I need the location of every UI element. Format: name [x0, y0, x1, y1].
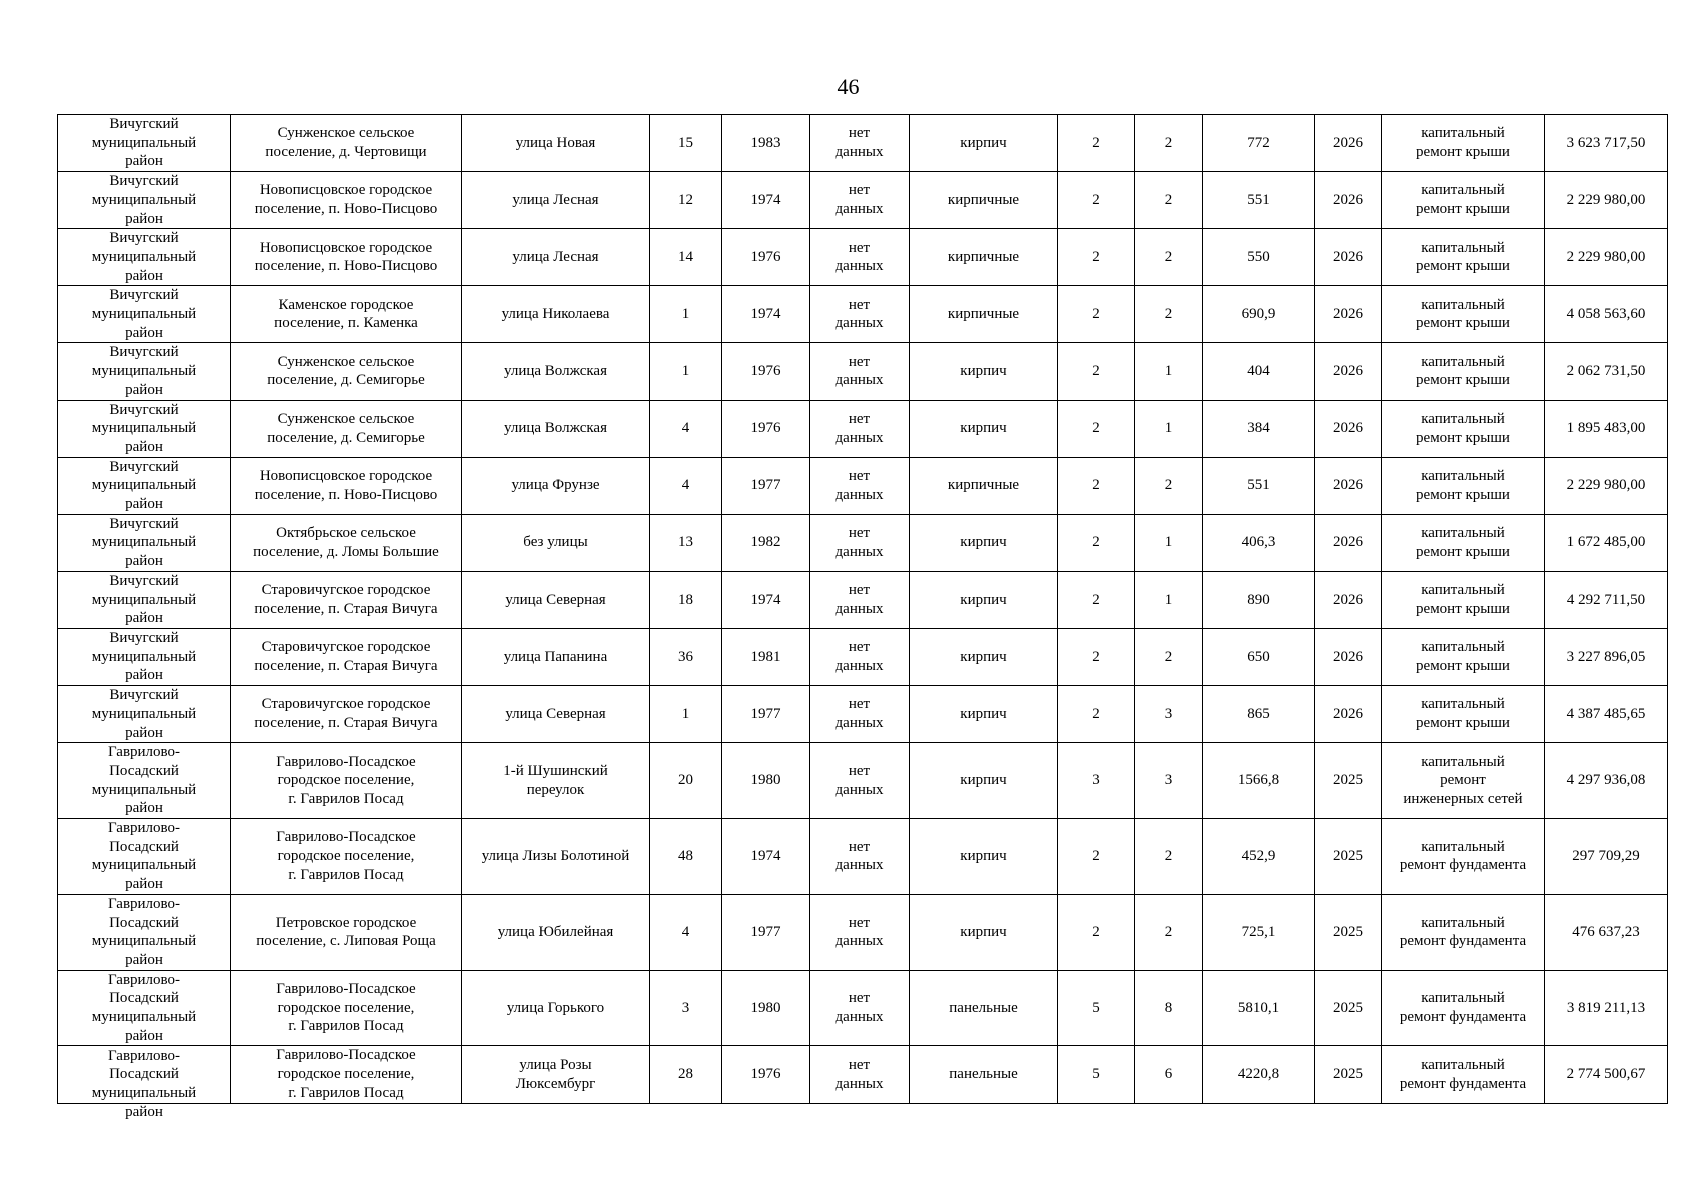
district-cell: Вичугский муниципальный район	[58, 115, 231, 172]
plan-year-cell: 2026	[1315, 514, 1382, 571]
status-cell: нет данных	[810, 686, 910, 743]
area-cell: 1566,8	[1203, 743, 1315, 819]
plan-year-cell: 2026	[1315, 286, 1382, 343]
entrances-cell: 2	[1135, 628, 1203, 685]
work-type-cell: капитальный ремонт крыши	[1382, 571, 1545, 628]
status-cell: нет данных	[810, 400, 910, 457]
floors-cell: 2	[1058, 514, 1135, 571]
house-number-cell: 3	[650, 970, 722, 1046]
street-cell: улица Лизы Болотиной	[462, 819, 650, 895]
table-row	[58, 970, 1668, 1046]
floors-cell: 2	[1058, 571, 1135, 628]
table-row	[58, 743, 1668, 819]
street-cell: улица Юбилейная	[462, 894, 650, 970]
house-number-cell: 4	[650, 400, 722, 457]
street-cell: улица Новая	[462, 115, 650, 172]
entrances-cell: 1	[1135, 514, 1203, 571]
build-year-cell: 1974	[722, 286, 810, 343]
settlement-cell: Старовичугское городское поселение, п. Старая Вичуга	[231, 628, 462, 685]
floors-cell: 2	[1058, 819, 1135, 895]
build-year-cell: 1980	[722, 970, 810, 1046]
floors-cell: 5	[1058, 1046, 1135, 1103]
build-year-cell: 1974	[722, 172, 810, 229]
status-cell: нет данных	[810, 1046, 910, 1103]
plan-year-cell: 2025	[1315, 743, 1382, 819]
street-cell: без улицы	[462, 514, 650, 571]
house-number-cell: 18	[650, 571, 722, 628]
house-number-cell: 36	[650, 628, 722, 685]
area-cell: 5810,1	[1203, 970, 1315, 1046]
district-cell: Гаврилово- Посадский муниципальный район	[58, 743, 231, 819]
cost-cell: 4 058 563,60	[1545, 286, 1668, 343]
entrances-cell: 3	[1135, 743, 1203, 819]
build-year-cell: 1976	[722, 400, 810, 457]
floors-cell: 2	[1058, 457, 1135, 514]
entrances-cell: 2	[1135, 894, 1203, 970]
cost-cell: 4 292 711,50	[1545, 571, 1668, 628]
work-type-cell: капитальный ремонт инженерных сетей	[1382, 743, 1545, 819]
district-cell: Вичугский муниципальный район	[58, 286, 231, 343]
district-cell: Вичугский муниципальный район	[58, 229, 231, 286]
house-number-cell: 28	[650, 1046, 722, 1103]
plan-year-cell: 2026	[1315, 571, 1382, 628]
plan-year-cell: 2026	[1315, 628, 1382, 685]
district-cell: Вичугский муниципальный район	[58, 343, 231, 400]
cost-cell: 3 623 717,50	[1545, 115, 1668, 172]
floors-cell: 2	[1058, 400, 1135, 457]
area-cell: 690,9	[1203, 286, 1315, 343]
settlement-cell: Сунженское сельское поселение, д. Чертовищи	[231, 115, 462, 172]
floors-cell: 2	[1058, 286, 1135, 343]
build-year-cell: 1977	[722, 457, 810, 514]
settlement-cell: Новописцовское городское поселение, п. Ново-Писцово	[231, 172, 462, 229]
table-row	[58, 571, 1668, 628]
work-type-cell: капитальный ремонт крыши	[1382, 457, 1545, 514]
cost-cell: 2 062 731,50	[1545, 343, 1668, 400]
table-row	[58, 628, 1668, 685]
table-row	[58, 514, 1668, 571]
area-cell: 384	[1203, 400, 1315, 457]
settlement-cell: Гаврилово-Посадское городское поселение, г. Гаврилов Посад	[231, 819, 462, 895]
area-cell: 865	[1203, 686, 1315, 743]
entrances-cell: 1	[1135, 400, 1203, 457]
street-cell: улица Волжская	[462, 343, 650, 400]
entrances-cell: 2	[1135, 115, 1203, 172]
status-cell: нет данных	[810, 628, 910, 685]
street-cell: улица Лесная	[462, 172, 650, 229]
floors-cell: 2	[1058, 115, 1135, 172]
build-year-cell: 1974	[722, 571, 810, 628]
build-year-cell: 1976	[722, 343, 810, 400]
district-cell: Вичугский муниципальный район	[58, 400, 231, 457]
entrances-cell: 2	[1135, 286, 1203, 343]
work-type-cell: капитальный ремонт крыши	[1382, 172, 1545, 229]
floors-cell: 2	[1058, 686, 1135, 743]
status-cell: нет данных	[810, 514, 910, 571]
area-cell: 452,9	[1203, 819, 1315, 895]
table-row	[58, 400, 1668, 457]
work-type-cell: капитальный ремонт фундамента	[1382, 894, 1545, 970]
cost-cell: 2 229 980,00	[1545, 229, 1668, 286]
area-cell: 772	[1203, 115, 1315, 172]
house-number-cell: 12	[650, 172, 722, 229]
cost-cell: 4 297 936,08	[1545, 743, 1668, 819]
settlement-cell: Гаврилово-Посадское городское поселение, г. Гаврилов Посад	[231, 1046, 462, 1103]
district-cell: Гаврилово- Посадский муниципальный район	[58, 819, 231, 895]
settlement-cell: Старовичугское городское поселение, п. Старая Вичуга	[231, 571, 462, 628]
wall-material-cell: кирпич	[910, 819, 1058, 895]
table-row	[58, 115, 1668, 172]
build-year-cell: 1976	[722, 229, 810, 286]
cost-cell: 2 774 500,67	[1545, 1046, 1668, 1103]
house-number-cell: 13	[650, 514, 722, 571]
street-cell: 1-й Шушинский переулок	[462, 743, 650, 819]
entrances-cell: 6	[1135, 1046, 1203, 1103]
plan-year-cell: 2026	[1315, 172, 1382, 229]
table-body	[58, 115, 1668, 1120]
wall-material-cell: кирпич	[910, 894, 1058, 970]
settlement-cell: Петровское городское поселение, с. Липовая Роща	[231, 894, 462, 970]
entrances-cell: 8	[1135, 970, 1203, 1046]
entrances-cell: 2	[1135, 229, 1203, 286]
district-cell-text: Гаврилово- Посадский муниципальный район	[91, 1047, 197, 1120]
work-type-cell: капитальный ремонт крыши	[1382, 343, 1545, 400]
area-cell: 551	[1203, 172, 1315, 229]
wall-material-cell: кирпич	[910, 115, 1058, 172]
work-type-cell: капитальный ремонт фундамента	[1382, 819, 1545, 895]
area-cell: 550	[1203, 229, 1315, 286]
cost-cell: 2 229 980,00	[1545, 457, 1668, 514]
plan-year-cell: 2026	[1315, 400, 1382, 457]
plan-year-cell: 2026	[1315, 229, 1382, 286]
status-cell: нет данных	[810, 229, 910, 286]
settlement-cell: Новописцовское городское поселение, п. Ново-Писцово	[231, 229, 462, 286]
wall-material-cell: кирпичные	[910, 172, 1058, 229]
cost-cell: 4 387 485,65	[1545, 686, 1668, 743]
street-cell: улица Лесная	[462, 229, 650, 286]
status-cell: нет данных	[810, 571, 910, 628]
area-cell: 650	[1203, 628, 1315, 685]
table-row	[58, 1046, 1668, 1103]
plan-year-cell: 2025	[1315, 970, 1382, 1046]
build-year-cell: 1981	[722, 628, 810, 685]
plan-year-cell: 2026	[1315, 457, 1382, 514]
cost-cell: 1 672 485,00	[1545, 514, 1668, 571]
work-type-cell: капитальный ремонт фундамента	[1382, 970, 1545, 1046]
build-year-cell: 1982	[722, 514, 810, 571]
housing-repair-table	[57, 114, 1668, 1120]
settlement-cell: Старовичугское городское поселение, п. Старая Вичуга	[231, 686, 462, 743]
street-cell: улица Северная	[462, 571, 650, 628]
floors-cell: 2	[1058, 628, 1135, 685]
entrances-cell: 2	[1135, 819, 1203, 895]
house-number-cell: 1	[650, 343, 722, 400]
floors-cell: 2	[1058, 343, 1135, 400]
district-cell: Вичугский муниципальный район	[58, 172, 231, 229]
status-cell: нет данных	[810, 970, 910, 1046]
status-cell: нет данных	[810, 819, 910, 895]
settlement-cell: Сунженское сельское поселение, д. Семигорье	[231, 343, 462, 400]
house-number-cell: 48	[650, 819, 722, 895]
entrances-cell: 1	[1135, 343, 1203, 400]
cost-cell: 2 229 980,00	[1545, 172, 1668, 229]
area-cell: 890	[1203, 571, 1315, 628]
cost-cell: 297 709,29	[1545, 819, 1668, 895]
work-type-cell: капитальный ремонт крыши	[1382, 686, 1545, 743]
entrances-cell: 1	[1135, 571, 1203, 628]
status-cell: нет данных	[810, 286, 910, 343]
settlement-cell: Сунженское сельское поселение, д. Семигорье	[231, 400, 462, 457]
street-cell: улица Розы Люксембург	[462, 1046, 650, 1103]
floors-cell: 2	[1058, 894, 1135, 970]
work-type-cell: капитальный ремонт крыши	[1382, 286, 1545, 343]
build-year-cell: 1977	[722, 894, 810, 970]
floors-cell: 2	[1058, 229, 1135, 286]
wall-material-cell: кирпичные	[910, 286, 1058, 343]
area-cell: 4220,8	[1203, 1046, 1315, 1103]
status-cell: нет данных	[810, 343, 910, 400]
wall-material-cell: панельные	[910, 1046, 1058, 1103]
district-cell: Вичугский муниципальный район	[58, 571, 231, 628]
wall-material-cell: кирпич	[910, 686, 1058, 743]
house-number-cell: 4	[650, 894, 722, 970]
entrances-cell: 2	[1135, 172, 1203, 229]
plan-year-cell: 2026	[1315, 343, 1382, 400]
area-cell: 725,1	[1203, 894, 1315, 970]
cost-cell: 3 819 211,13	[1545, 970, 1668, 1046]
plan-year-cell: 2026	[1315, 686, 1382, 743]
house-number-cell: 1	[650, 286, 722, 343]
area-cell: 551	[1203, 457, 1315, 514]
wall-material-cell: кирпич	[910, 743, 1058, 819]
build-year-cell: 1983	[722, 115, 810, 172]
entrances-cell: 2	[1135, 457, 1203, 514]
work-type-cell: капитальный ремонт крыши	[1382, 229, 1545, 286]
build-year-cell: 1974	[722, 819, 810, 895]
wall-material-cell: кирпич	[910, 628, 1058, 685]
settlement-cell: Каменское городское поселение, п. Каменка	[231, 286, 462, 343]
wall-material-cell: панельные	[910, 970, 1058, 1046]
work-type-cell: капитальный ремонт крыши	[1382, 115, 1545, 172]
plan-year-cell: 2025	[1315, 1046, 1382, 1103]
wall-material-cell: кирпичные	[910, 457, 1058, 514]
work-type-cell: капитальный ремонт крыши	[1382, 628, 1545, 685]
status-cell: нет данных	[810, 172, 910, 229]
plan-year-cell: 2025	[1315, 894, 1382, 970]
floors-cell: 5	[1058, 970, 1135, 1046]
settlement-cell: Новописцовское городское поселение, п. Ново-Писцово	[231, 457, 462, 514]
area-cell: 404	[1203, 343, 1315, 400]
wall-material-cell: кирпич	[910, 343, 1058, 400]
street-cell: улица Николаева	[462, 286, 650, 343]
settlement-cell: Октябрьское сельское поселение, д. Ломы Большие	[231, 514, 462, 571]
cost-cell: 1 895 483,00	[1545, 400, 1668, 457]
district-cell: Гаврилово- Посадский муниципальный район	[58, 970, 231, 1046]
build-year-cell: 1976	[722, 1046, 810, 1103]
street-cell: улица Северная	[462, 686, 650, 743]
street-cell: улица Горького	[462, 970, 650, 1046]
house-number-cell: 15	[650, 115, 722, 172]
area-cell: 406,3	[1203, 514, 1315, 571]
build-year-cell: 1977	[722, 686, 810, 743]
work-type-cell: капитальный ремонт фундамента	[1382, 1046, 1545, 1103]
status-cell: нет данных	[810, 457, 910, 514]
table-row	[58, 286, 1668, 343]
district-cell: Вичугский муниципальный район	[58, 686, 231, 743]
floors-cell: 2	[1058, 172, 1135, 229]
table-row	[58, 819, 1668, 895]
table-row	[58, 343, 1668, 400]
settlement-cell: Гаврилово-Посадское городское поселение, г. Гаврилов Посад	[231, 970, 462, 1046]
district-cell: Вичугский муниципальный район	[58, 514, 231, 571]
status-cell: нет данных	[810, 894, 910, 970]
house-number-cell: 14	[650, 229, 722, 286]
entrances-cell: 3	[1135, 686, 1203, 743]
status-cell: нет данных	[810, 115, 910, 172]
work-type-cell: капитальный ремонт крыши	[1382, 400, 1545, 457]
house-number-cell: 4	[650, 457, 722, 514]
table-row	[58, 229, 1668, 286]
settlement-cell: Гаврилово-Посадское городское поселение, г. Гаврилов Посад	[231, 743, 462, 819]
table-row	[58, 686, 1668, 743]
build-year-cell: 1980	[722, 743, 810, 819]
work-type-cell: капитальный ремонт крыши	[1382, 514, 1545, 571]
cost-cell: 3 227 896,05	[1545, 628, 1668, 685]
cost-cell: 476 637,23	[1545, 894, 1668, 970]
wall-material-cell: кирпич	[910, 514, 1058, 571]
plan-year-cell: 2026	[1315, 115, 1382, 172]
district-cell: Вичугский муниципальный район	[58, 628, 231, 685]
house-number-cell: 20	[650, 743, 722, 819]
page-number: 46	[837, 74, 860, 99]
table-row	[58, 172, 1668, 229]
table-row	[58, 894, 1668, 970]
street-cell: улица Волжская	[462, 400, 650, 457]
street-cell: улица Папанина	[462, 628, 650, 685]
table-row	[58, 457, 1668, 514]
wall-material-cell: кирпич	[910, 571, 1058, 628]
district-cell	[58, 1046, 231, 1120]
house-number-cell: 1	[650, 686, 722, 743]
floors-cell: 3	[1058, 743, 1135, 819]
street-cell: улица Фрунзе	[462, 457, 650, 514]
district-cell: Гаврилово- Посадский муниципальный район	[58, 894, 231, 970]
status-cell: нет данных	[810, 743, 910, 819]
district-cell: Вичугский муниципальный район	[58, 457, 231, 514]
wall-material-cell: кирпич	[910, 400, 1058, 457]
plan-year-cell: 2025	[1315, 819, 1382, 895]
wall-material-cell: кирпичные	[910, 229, 1058, 286]
